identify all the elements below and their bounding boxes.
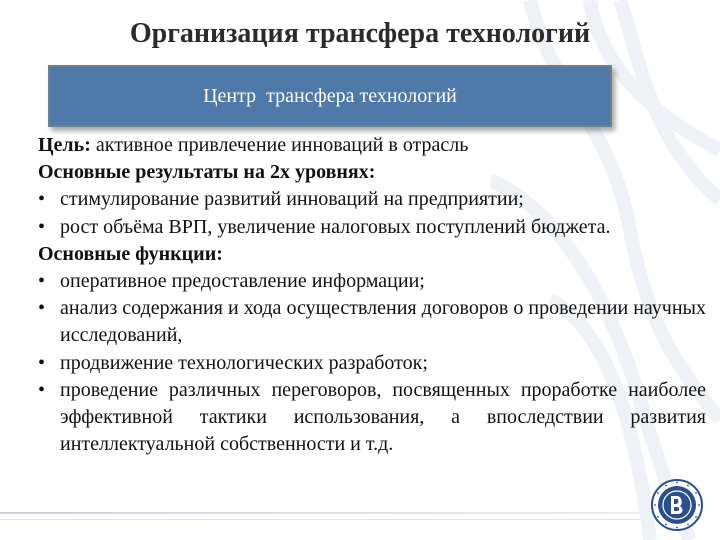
result-item: • рост объёма ВРП, увеличение налоговых поступлений бюджета.: [38, 214, 706, 241]
bullet-icon: •: [38, 270, 46, 293]
result-item: • стимулирование развитий инноваций на предприятии;: [38, 186, 706, 213]
goal-text: активное привлечение инноваций в отрасль: [90, 134, 469, 156]
function-item: • оперативное предоставление информации;: [38, 268, 706, 295]
footer-divider: [0, 512, 640, 514]
goal-line: [38, 132, 706, 159]
bullet-icon: •: [38, 297, 46, 320]
slide-content: [38, 132, 706, 458]
function-item: • продвижение технологических разработок;: [38, 350, 706, 377]
function-item: • анализ содержания и хода осуществления договоров о проведении научных исследований,: [38, 297, 706, 347]
footer-divider-thin: [0, 519, 640, 520]
bullet-icon: •: [38, 351, 46, 374]
goal-label: Цель:: [38, 134, 91, 156]
center-title-box: Центр трансфера технологий: [48, 65, 612, 127]
slide-title: Организация трансфера технологий: [129, 18, 591, 49]
bullet-icon: •: [38, 215, 46, 238]
university-emblem-icon: [650, 478, 704, 532]
functions-heading: Основные функции:: [38, 242, 223, 265]
bullet-icon: •: [38, 378, 46, 401]
function-item: • проведение различных переговоров, посвященных проработке наиболее эффективной тактики использования, а впоследствии развития интеллектуальной собственности и т.д.: [38, 378, 706, 456]
bullet-icon: •: [38, 188, 46, 211]
results-heading: Основные результаты на 2х уровнях:: [38, 161, 376, 184]
